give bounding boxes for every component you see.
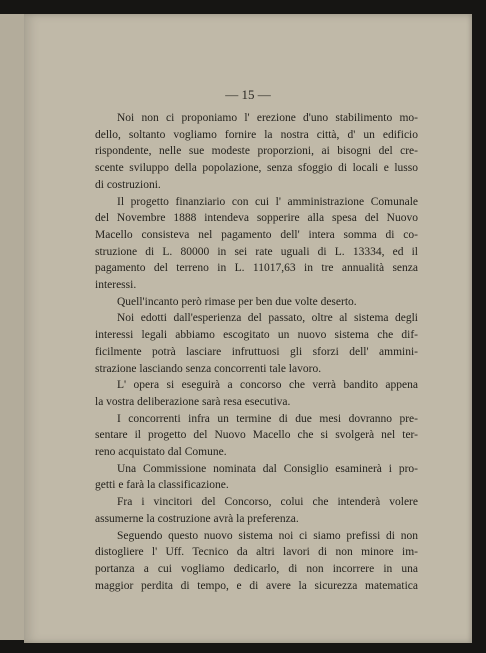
text-line: Macello consisteva nel pagamento dell' intera somma di co- xyxy=(95,228,418,241)
paragraph xyxy=(95,110,418,194)
paragraph xyxy=(95,294,418,311)
text-line: Fra i vincitori del Concorso, colui che intenderà volere xyxy=(117,496,418,509)
text-line: I concorrenti infra un termine di due mesi dovranno pre- xyxy=(117,412,418,425)
text-line: di costruzioni. xyxy=(95,178,161,191)
text-line: Seguendo questo nuovo sistema noi ci siamo prefissi di non xyxy=(117,529,418,542)
text-line: pagamento del terreno in L. 11017,63 in tre annualità senza xyxy=(95,262,418,275)
text-line: Noi non ci proponiamo l' erezione d'uno stabilimento mo- xyxy=(117,112,418,124)
text-line: ficilmente potrà lasciare infruttuosi gli sforzi dell' ammini- xyxy=(95,345,418,358)
text-line: strazione lasciando senza concorrenti tale lavoro. xyxy=(95,362,322,375)
text-line: distogliere l' Uff. Tecnico da altri lavori di non minore im- xyxy=(95,546,418,559)
paragraph xyxy=(95,461,418,494)
paragraph xyxy=(95,494,418,527)
text-line: Quell'incanto però rimase per ben due volte deserto. xyxy=(117,295,357,308)
paragraph xyxy=(95,194,418,294)
paragraph xyxy=(95,411,418,461)
text-line: reno acquistato dal Comune. xyxy=(95,446,227,459)
page-body-text xyxy=(95,110,418,594)
text-line: interessi. xyxy=(95,279,137,292)
text-line: rispondente, nelle sue modeste proporzioni, ai bisogni del cre- xyxy=(95,145,418,158)
paragraph xyxy=(95,528,418,595)
text-line: assumerne la costruzione avrà la preferenza. xyxy=(95,512,299,525)
text-line: del Novembre 1888 intendeva sopperire alla spesa del Nuovo xyxy=(95,212,418,225)
text-line: portanza a cui vogliamo dedicarlo, di non incorrere in una xyxy=(95,562,418,575)
text-line: Il progetto finanziario con cui l' amministrazione Comunale xyxy=(117,195,418,208)
paragraph xyxy=(95,377,418,410)
previous-page-edge xyxy=(0,14,27,640)
text-line: interessi legali abbiamo escogitato un nuovo sistema che dif- xyxy=(95,329,418,342)
text-line: Una Commissione nominata dal Consiglio esaminerà i pro- xyxy=(117,462,418,475)
text-line: la vostra deliberazione sarà resa esecutiva. xyxy=(95,395,291,408)
text-line: maggior perdita di tempo, e di avere la sicurezza matematica xyxy=(95,579,418,592)
text-line: struzione di L. 80000 in sei rate uguali di L. 13334, ed il xyxy=(95,245,418,258)
text-line: dello, soltanto vogliamo fornire la nostra città, d' un edificio xyxy=(95,128,418,141)
paragraph xyxy=(95,310,418,377)
text-line: sentare il progetto del Nuovo Macello che si svolgerà nel ter- xyxy=(95,429,418,442)
book-page xyxy=(24,14,472,643)
text-line: L' opera si eseguirà a concorso che verrà bandito appena xyxy=(117,379,418,392)
text-line: getti e farà la classificazione. xyxy=(95,479,229,492)
page-number: — 15 — xyxy=(225,87,271,102)
text-line: scente sviluppo della popolazione, senza sfoggio di locali e lusso xyxy=(95,162,418,175)
text-line: Noi edotti dall'esperienza del passato, oltre al sistema degli xyxy=(117,312,418,325)
